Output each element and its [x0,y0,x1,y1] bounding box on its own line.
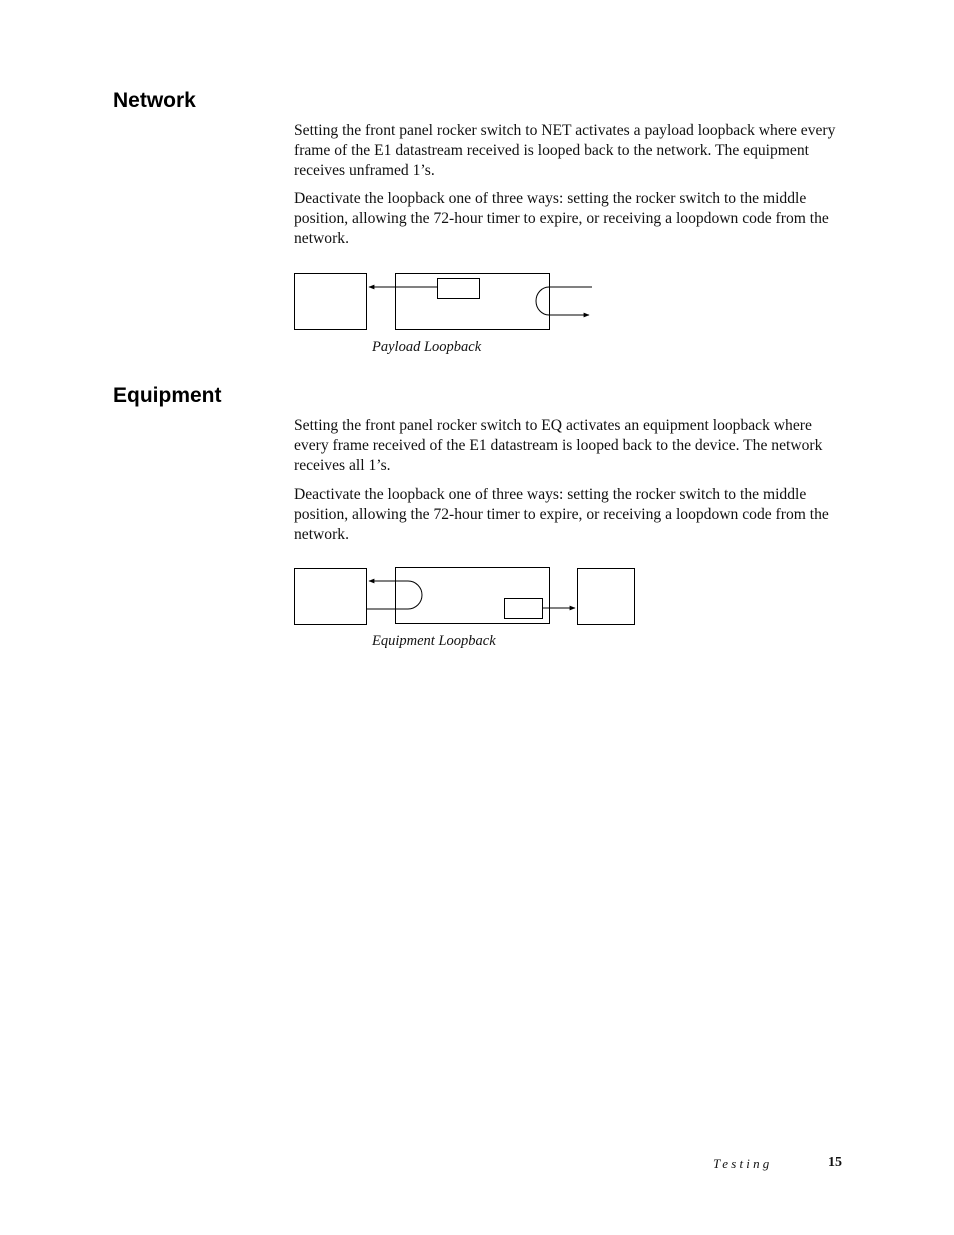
loopback-unit-box [396,568,550,624]
loopback-curve [367,581,422,609]
payload-loopback-caption: Payload Loopback [372,339,482,355]
network-paragraph-2: Deactivate the loopback one of three ways: setting the rocker switch to the middle position, allowing the 72-hour timer to expire, or receiving a loopdown code from the network. [294,190,829,248]
equipment-box [295,274,367,330]
equipment-box [295,569,367,625]
equipment-loopback-figure [295,568,635,625]
framer-box [438,279,480,299]
loopback-unit-box [396,274,550,330]
loopback-curve [536,287,592,315]
network-paragraph-1: Setting the front panel rocker switch to NET activates a payload loopback where every frame of the E1 datastream received is looped back to the network. The equipment receives unframed 1’s. [294,122,836,180]
page-number: 15 [828,1155,842,1170]
section-heading-network: Network [113,89,196,112]
equipment-paragraph-1: Setting the front panel rocker switch to EQ activates an equipment loopback where every frame received of the E1 datastream is looped back to the device. The network receives all 1’s. [294,417,823,475]
footer-section-name: Testing [713,1156,773,1171]
network-box [578,569,635,625]
equipment-loopback-caption: Equipment Loopback [372,633,496,649]
payload-loopback-figure [295,274,593,330]
equipment-paragraph-2: Deactivate the loopback one of three ways: setting the rocker switch to the middle position, allowing the 72-hour timer to expire, or receiving a loopdown code from the network. [294,486,829,544]
section-heading-equipment: Equipment [113,384,222,407]
framer-box [505,599,543,619]
